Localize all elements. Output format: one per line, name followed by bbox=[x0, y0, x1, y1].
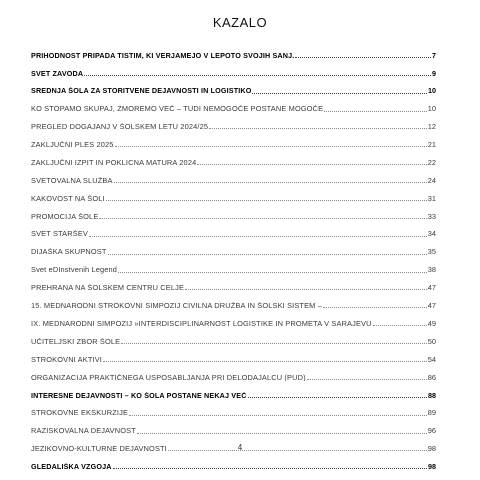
toc-entry-label: ORGANIZACIJA PRAKTIČNEGA USPOSABLJANJA PRI DELODAJALCU (PUD) bbox=[31, 373, 306, 381]
toc-entry-label: Svet eDInstvenih Legend bbox=[31, 266, 118, 274]
toc-entry-page: 33 bbox=[427, 211, 436, 221]
toc-entry-label: STROKOVNI AKTIVI bbox=[31, 355, 102, 364]
toc-entry-page: 9 bbox=[432, 68, 436, 78]
toc-entry[interactable] bbox=[31, 327, 436, 345]
toc-entry[interactable] bbox=[31, 184, 436, 202]
toc-entry-page: 50 bbox=[427, 336, 436, 346]
toc-entry[interactable] bbox=[31, 77, 436, 95]
toc-dot-leader bbox=[113, 468, 427, 469]
toc-entry-label: ZAKLJUČNI IZPIT IN POKLICNA MATURA 2024 bbox=[31, 158, 197, 167]
toc-entry-page: 98 bbox=[428, 462, 436, 472]
toc-dot-leader bbox=[118, 272, 427, 273]
toc-entry[interactable] bbox=[31, 417, 436, 435]
toc-dot-leader bbox=[197, 164, 426, 165]
page-number: 4 bbox=[237, 443, 243, 452]
toc-entry-page: 34 bbox=[427, 229, 436, 239]
toc-entry[interactable] bbox=[31, 59, 436, 77]
toc-entry-label: GLEDALIŠKA VZGOJA bbox=[31, 463, 112, 471]
toc-dot-leader bbox=[324, 111, 427, 112]
toc-entry[interactable] bbox=[31, 113, 436, 131]
toc-entry-page: 96 bbox=[427, 426, 436, 436]
toc-entry-label: STROKOVNE EKSKURZIJE bbox=[31, 409, 129, 417]
page-title: KAZALO bbox=[212, 15, 268, 30]
toc-dot-leader bbox=[103, 361, 427, 362]
toc-entry-label: PRIHODNOST PRIPADA TISTIM, KI VERJAMEJO V LEPOTO SVOJIH SANJ. bbox=[31, 51, 295, 59]
toc-dot-leader bbox=[115, 146, 427, 147]
toc-entry-label: SVET ZAVODA bbox=[31, 69, 84, 77]
toc-entry-label: RAZISKOVALNA DEJAVNOST bbox=[31, 427, 136, 435]
toc-dot-leader bbox=[89, 236, 427, 237]
toc-entry-page: 7 bbox=[432, 50, 436, 60]
toc-entry-page: 22 bbox=[427, 157, 436, 167]
toc-entry[interactable] bbox=[31, 148, 436, 166]
toc-dot-leader bbox=[185, 289, 427, 290]
toc-entry-label: UČITELJSKI ZBOR ŠOLE bbox=[31, 337, 121, 346]
toc-entry[interactable] bbox=[31, 291, 436, 309]
toc-entry-label: 15. MEDNARODNI STROKOVNI SIMPOZIJ CIVILNA DRUŽBA IN ŠOLSKI SISTEM – bbox=[31, 301, 322, 310]
toc-entry-label: IX. MEDNARODNI SIMPOZIJ »INTERDISCIPLINARNOST LOGISTIKE IN PROMETA V SARAJEVU bbox=[31, 319, 372, 328]
toc-dot-leader bbox=[129, 415, 427, 416]
toc-entry-label: SREDNJA ŠOLA ZA STORITVENE DEJAVNOSTI IN LOGISTIKO bbox=[31, 87, 252, 95]
toc-entry-label: PREGLED DOGAJANJ V ŠOLSKEM LETU 2024/25 bbox=[31, 123, 209, 131]
toc-entry[interactable] bbox=[31, 95, 436, 113]
toc-dot-leader bbox=[209, 128, 427, 129]
toc-entry[interactable] bbox=[31, 130, 436, 148]
toc-entry-label: DIJAŠKA SKUPNOST bbox=[31, 248, 107, 256]
table-of-contents bbox=[31, 41, 436, 470]
toc-entry-page: 21 bbox=[427, 139, 436, 149]
toc-entry-label: SVET STARŠEV bbox=[31, 230, 88, 238]
toc-entry[interactable] bbox=[31, 202, 436, 220]
toc-entry[interactable] bbox=[31, 363, 436, 381]
toc-dot-leader bbox=[295, 57, 431, 58]
toc-dot-leader bbox=[84, 75, 431, 76]
toc-entry-page: 24 bbox=[427, 175, 436, 185]
toc-dot-leader bbox=[106, 200, 427, 201]
toc-entry-page: 38 bbox=[427, 265, 436, 275]
toc-entry-page: 47 bbox=[427, 283, 436, 293]
toc-entry[interactable] bbox=[31, 256, 436, 274]
toc-entry[interactable] bbox=[31, 41, 436, 59]
toc-entry-page: 10 bbox=[428, 86, 436, 96]
toc-entry-page: 35 bbox=[427, 247, 436, 257]
toc-entry-page: 47 bbox=[427, 300, 436, 310]
toc-entry-label: ZAKLJUČNI PLES 2025 bbox=[31, 140, 114, 149]
toc-entry[interactable] bbox=[31, 309, 436, 327]
toc-dot-leader bbox=[248, 397, 427, 398]
toc-entry[interactable] bbox=[31, 274, 436, 292]
toc-entry-page: 98 bbox=[427, 444, 436, 454]
toc-entry[interactable] bbox=[31, 166, 436, 184]
toc-entry[interactable] bbox=[31, 345, 436, 363]
toc-entry-label: PREHRANA NA ŠOLSKEM CENTRU CELJE bbox=[31, 284, 185, 292]
toc-entry-label: SVETOVALNA SLUŽBA bbox=[31, 176, 113, 185]
toc-entry-label: KO STOPAMO SKUPAJ, ZMOREMO VEČ – TUDI NEMOGOČE POSTANE MOGOČE bbox=[31, 105, 324, 113]
toc-entry[interactable] bbox=[31, 238, 436, 256]
toc-entry-page: 31 bbox=[427, 193, 436, 203]
toc-entry-page: 49 bbox=[427, 318, 436, 328]
toc-dot-leader bbox=[99, 218, 426, 219]
toc-dot-leader bbox=[323, 307, 427, 308]
toc-entry-page: 86 bbox=[427, 372, 436, 382]
toc-entry-page: 89 bbox=[427, 408, 436, 418]
toc-entry[interactable] bbox=[31, 220, 436, 238]
toc-entry[interactable] bbox=[31, 381, 436, 399]
toc-dot-leader bbox=[137, 433, 427, 434]
toc-entry-label: INTERESNE DEJAVNOSTI – KO ŠOLA POSTANE NEKAJ VEČ bbox=[31, 391, 247, 399]
toc-entry-page: 12 bbox=[427, 122, 436, 132]
toc-dot-leader bbox=[121, 343, 427, 344]
toc-entry-label: PROMOCIJA ŠOLE bbox=[31, 212, 99, 220]
toc-entry[interactable] bbox=[31, 452, 436, 470]
toc-dot-leader bbox=[114, 182, 427, 183]
toc-entry-page: 54 bbox=[427, 354, 436, 364]
toc-entry-label: JEZIKOVNO-KULTURNE DEJAVNOSTI bbox=[31, 445, 167, 453]
toc-dot-leader bbox=[373, 325, 427, 326]
toc-entry[interactable] bbox=[31, 399, 436, 417]
toc-dot-leader bbox=[307, 379, 427, 380]
toc-entry-label: KAKOVOST NA ŠOLI bbox=[31, 194, 105, 203]
toc-entry-page: 88 bbox=[428, 390, 436, 400]
toc-dot-leader bbox=[108, 254, 427, 255]
toc-dot-leader bbox=[252, 93, 427, 94]
toc-entry-page: 10 bbox=[427, 104, 436, 114]
